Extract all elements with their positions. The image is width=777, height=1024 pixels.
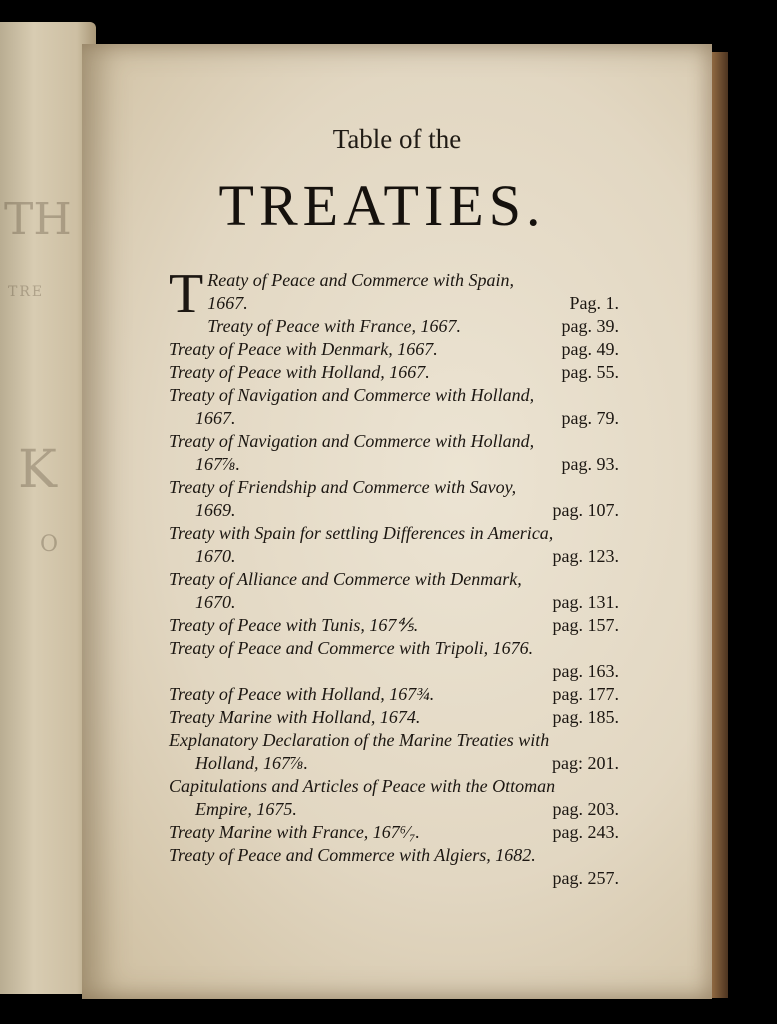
toc-line: [169, 660, 619, 683]
ghost-text: O: [40, 532, 59, 557]
table-of-contents: [169, 263, 619, 890]
toc-page-ref: pag. 93.: [561, 454, 619, 474]
toc-entry: [169, 683, 619, 706]
toc-title: Treaty of Peace and Commerce with Tripoli, 1676.: [169, 638, 534, 658]
toc-line: [169, 407, 619, 430]
toc-line: [169, 775, 619, 798]
toc-title: Treaty of Peace with Tunis, 167⅘.: [169, 615, 419, 635]
toc-title: Treaty Marine with Holland, 1674.: [169, 707, 421, 727]
toc-title: Treaty of Peace and Commerce with Algiers, 1682.: [169, 845, 536, 865]
toc-title: Treaty of Navigation and Commerce with Holland,: [169, 385, 535, 405]
toc-page-ref: pag. 257.: [552, 868, 619, 888]
toc-title: Explanatory Declaration of the Marine Treaties with: [169, 730, 550, 750]
toc-entry: [169, 361, 619, 384]
toc-page-ref: pag. 177.: [552, 684, 619, 704]
toc-page-ref: pag. 55.: [561, 362, 619, 382]
toc-entry: [169, 522, 619, 568]
toc-page-ref: pag. 163.: [552, 661, 619, 681]
toc-page-ref: pag. 203.: [552, 799, 619, 819]
toc-line: [169, 545, 619, 568]
toc-entry: [169, 568, 619, 614]
toc-line: [169, 522, 619, 545]
toc-title: Treaty of Peace with Denmark, 1667.: [169, 339, 438, 359]
toc-page-ref: pag. 49.: [561, 339, 619, 359]
page-title: TREATIES.: [218, 173, 546, 238]
toc-line: [169, 637, 619, 660]
toc-entry: [169, 729, 619, 775]
toc-line: [169, 683, 619, 706]
toc-title: 167⅞.: [195, 454, 240, 474]
toc-line: [207, 292, 619, 315]
ghost-text: TH: [4, 194, 72, 245]
toc-page-ref: pag. 79.: [561, 408, 619, 428]
toc-entry: [169, 614, 619, 637]
toc-page-ref: pag. 157.: [552, 615, 619, 635]
toc-entry: [169, 844, 619, 890]
toc-page-ref: pag. 107.: [552, 500, 619, 520]
toc-page-ref: Pag. 1.: [569, 293, 619, 313]
toc-page-ref: pag. 243.: [552, 822, 619, 842]
toc-line: [169, 798, 619, 821]
toc-title: 1669.: [195, 500, 236, 520]
ghost-text: TRE: [8, 284, 45, 300]
toc-title: Capitulations and Articles of Peace with the Ottoman: [169, 776, 556, 796]
toc-line: [207, 269, 619, 292]
toc-entry: [169, 821, 619, 844]
toc-line: [169, 384, 619, 407]
toc-entry: [169, 637, 619, 683]
toc-page-ref: pag. 123.: [552, 546, 619, 566]
toc-title: 1667.: [207, 293, 248, 313]
toc-entry: [169, 430, 619, 476]
toc-title: Treaty of Friendship and Commerce with Savoy,: [169, 477, 517, 497]
toc-line: [169, 338, 619, 361]
toc-page-ref: pag. 131.: [552, 592, 619, 612]
toc-entry: [169, 263, 619, 325]
toc-page-ref: pag: 201.: [552, 753, 619, 773]
toc-title: Reaty of Peace and Commerce with Spain,: [207, 270, 514, 290]
toc-title: Holland, 167⅞.: [195, 753, 309, 773]
toc-line: [169, 867, 619, 890]
toc-entry: [169, 315, 619, 338]
right-page: [82, 44, 712, 999]
toc-line: [169, 591, 619, 614]
toc-entry: [169, 338, 619, 361]
toc-line: [169, 729, 619, 752]
drop-cap: T: [169, 263, 204, 325]
running-head: Table of the: [332, 124, 462, 154]
toc-line: [169, 614, 619, 637]
toc-line: [169, 821, 619, 844]
toc-entry: [169, 706, 619, 729]
toc-line: [169, 361, 619, 384]
toc-line: [169, 752, 619, 775]
toc-line: [169, 844, 619, 867]
toc-line: [169, 706, 619, 729]
toc-page-ref: pag. 39.: [561, 316, 619, 336]
toc-page-ref: pag. 185.: [552, 707, 619, 727]
toc-title: 1670.: [195, 546, 236, 566]
toc-title: Treaty of Peace with Holland, 1667.: [169, 362, 430, 382]
toc-line: [169, 568, 619, 591]
toc-line: [169, 430, 619, 453]
ghost-text: K: [18, 440, 57, 500]
toc-title: Treaty Marine with France, 167⁶⁄₇.: [169, 822, 420, 842]
toc-title: Treaty of Peace with Holland, 167¾.: [169, 684, 435, 704]
toc-entry: [169, 476, 619, 522]
toc-entry: [169, 384, 619, 430]
toc-title: 1670.: [195, 592, 236, 612]
toc-line: [169, 476, 619, 499]
toc-title: Treaty of Navigation and Commerce with Holland,: [169, 431, 535, 451]
toc-title: Treaty of Peace with France, 1667.: [207, 316, 462, 336]
toc-title: Empire, 1675.: [195, 799, 297, 819]
toc-title: 1667.: [195, 408, 236, 428]
toc-title: Treaty of Alliance and Commerce with Denmark,: [169, 569, 522, 589]
toc-line: [169, 453, 619, 476]
toc-line: [169, 499, 619, 522]
toc-title: Treaty with Spain for settling Differences in America,: [169, 523, 554, 543]
toc-entry: [169, 775, 619, 821]
toc-line: [207, 315, 619, 338]
